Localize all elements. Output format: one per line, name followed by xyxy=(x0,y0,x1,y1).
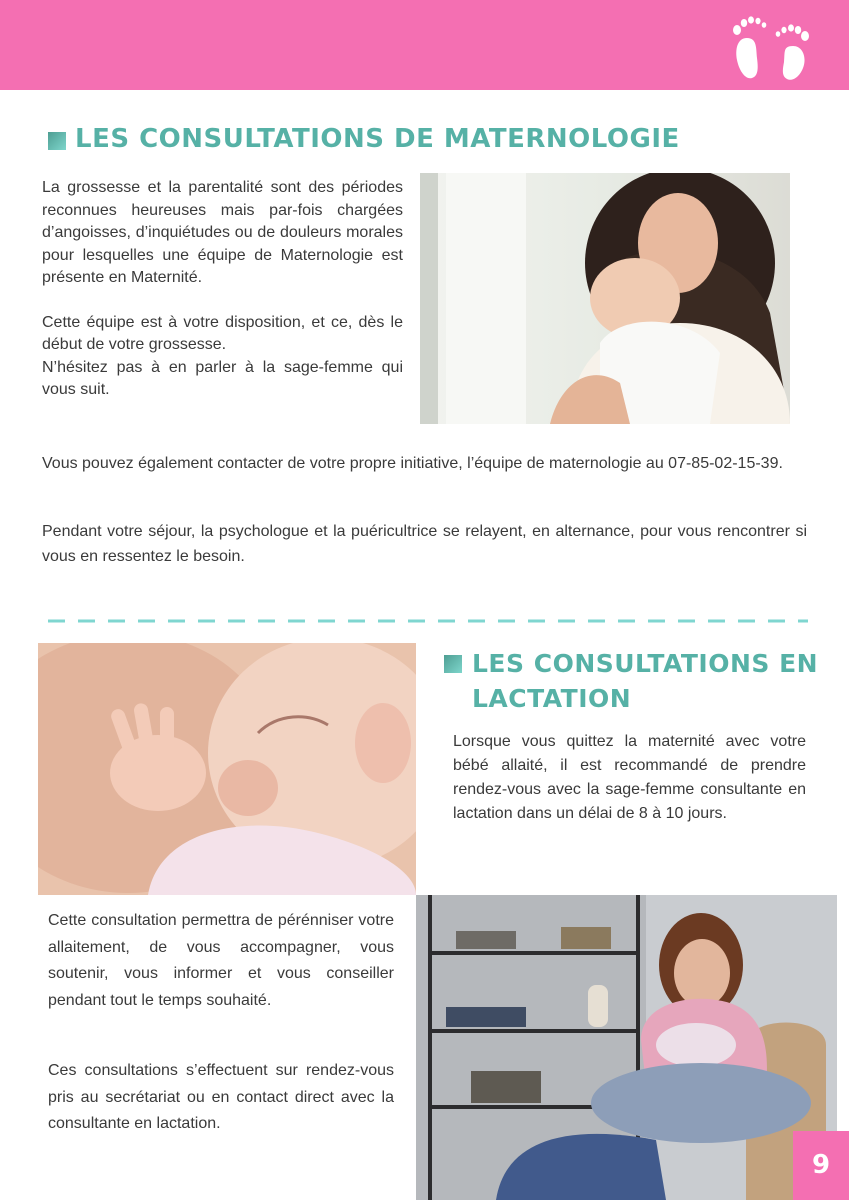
section-divider xyxy=(48,619,808,623)
baby-feet-icon xyxy=(727,8,819,80)
lactation-benefits: Cette consultation permettra de pérénniser votre allaitement, de vous accompagner, vous soutenir, vous informer et vous conseiller pendant tout le temps souhaité. xyxy=(48,912,394,1009)
heading-square-icon xyxy=(48,132,66,150)
lactation-title-line-1: LES CONSULTATIONS EN xyxy=(472,649,819,678)
mother-newborn-photo xyxy=(420,173,790,424)
maternologie-availability-1: Cette équipe est à votre disposition, et ce, dès le début de votre grossesse. xyxy=(42,313,403,353)
header-bar xyxy=(0,0,849,90)
maternologie-contact: Vous pouvez également contacter de votre propre initiative, l’équipe de maternologie au 07-85-02-15-39. xyxy=(42,455,783,472)
lactation-appointment: Ces consultations s’effectuent sur rendez-vous pris au secrétariat ou en contact direct avec la consultante en lactation. xyxy=(48,1062,394,1132)
heading-square-icon xyxy=(444,655,462,673)
lactation-heading xyxy=(444,646,824,716)
maternologie-availability-2: N’hésitez pas à en parler à la sage-femme qui vous suit. xyxy=(42,358,403,398)
page-number: 9 xyxy=(793,1131,849,1200)
mother-nursing-armchair-photo xyxy=(416,895,837,1200)
lactation-intro: Lorsque vous quittez la maternité avec votre bébé allaité, il est recommandé de prendre rendez-vous avec la sage-femme consultante en lactation dans un délai de 8 à 10 jours. xyxy=(453,733,806,822)
breastfeeding-closeup-photo xyxy=(38,643,416,895)
maternologie-title: LES CONSULTATIONS DE MATERNOLOGIE xyxy=(75,124,680,154)
maternologie-intro-block xyxy=(42,177,403,402)
lactation-title-line-2: LACTATION xyxy=(472,684,632,713)
maternologie-stay: Pendant votre séjour, la psychologue et la puéricultrice se relayent, en alternance, pour vous rencontrer si vous en ressentez le besoin. xyxy=(42,523,807,565)
maternologie-heading xyxy=(48,122,680,156)
maternologie-intro: La grossesse et la parentalité sont des périodes reconnues heureuses mais par-fois chargées d’angoisses, d’inquiétudes ou de douleurs morales pour lesquelles une équipe de Maternologie est présente en Maternité. xyxy=(42,179,403,286)
